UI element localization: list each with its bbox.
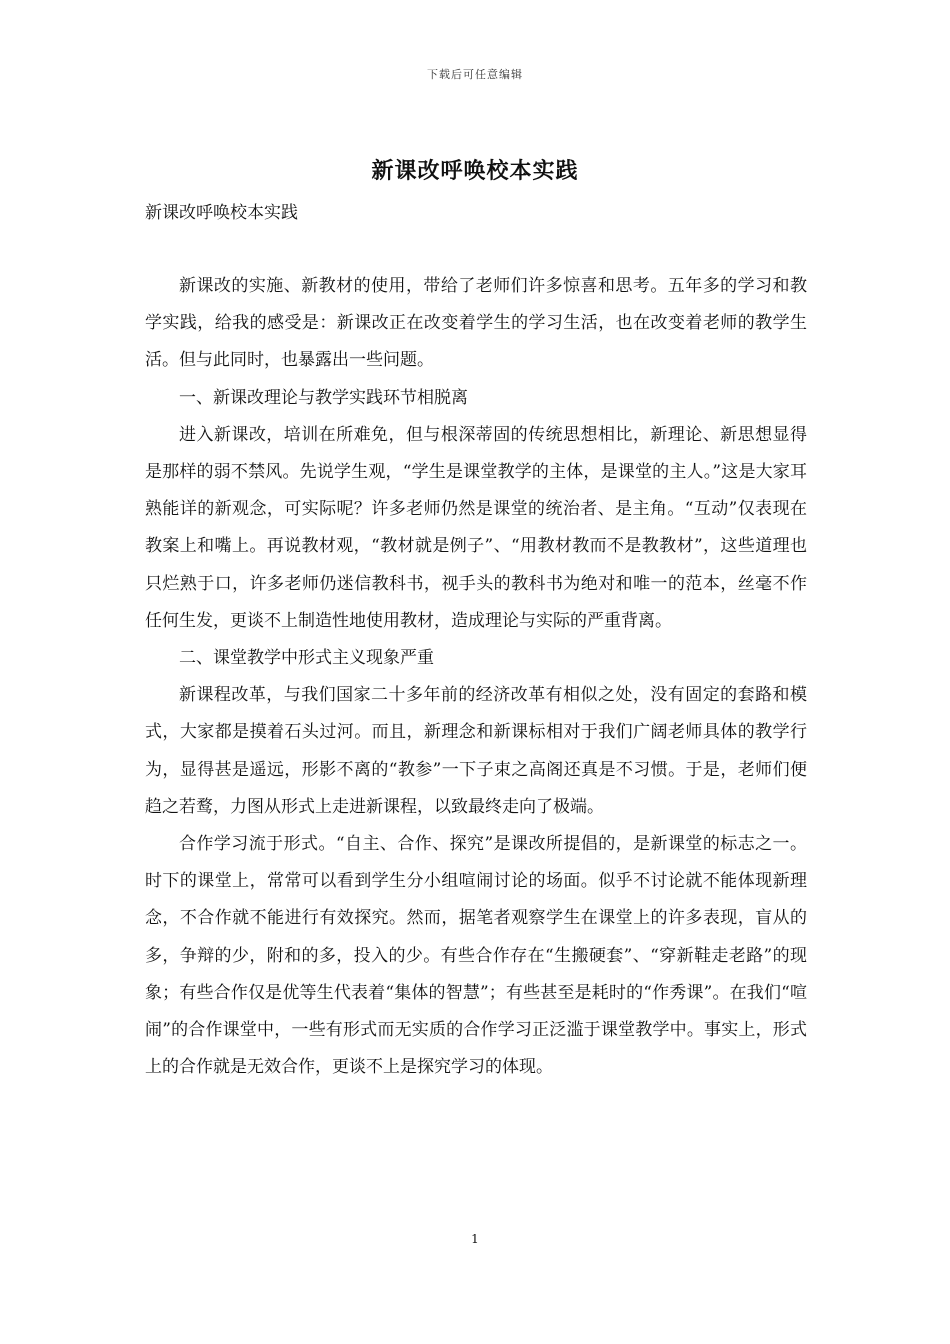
document-subtitle: 新课改呼唤校本实践 bbox=[145, 203, 298, 223]
section-heading-1: 一、新课改理论与教学实践环节相脱离 bbox=[179, 387, 468, 408]
document-title: 新课改呼唤校本实践 bbox=[371, 158, 579, 184]
body-paragraph: 进入新课改，培训在所难免，但与根深蒂固的传统思想相比，新理论、新思想显得是那样的弱不禁风。先说学生观，“学生是课堂教学的主体，是课堂的主人。”这是大家耳熟能详的新观念，可实际呢？许多老师仍然是课堂的统治者、是主角。“互动”仅表现在教案上和嘴上。再说教材观，“教材就是例子”、“用教材教而不是教教材”，这些道理也只烂熟于口，许多老师仍迷信教科书，视手头的教科书为绝对和唯一的范本，丝毫不作任何生发，更谈不上制造性地使用教材，造成理论与实际的严重背离。 bbox=[145, 424, 807, 631]
document-body bbox=[145, 268, 807, 1086]
body-paragraph: 新课程改革，与我们国家二十多年前的经济改革有相似之处，没有固定的套路和模式，大家都是摸着石头过河。而且，新理念和新课标相对于我们广阔老师具体的教学行为，显得甚是遥远，形影不离的“教参”一下子束之高阁还真是不习惯。于是，老师们便趋之若鹜，力图从形式上走进新课程，以致最终走向了极端。 bbox=[145, 685, 807, 817]
section-heading-2: 二、课堂教学中形式主义现象严重 bbox=[179, 648, 434, 669]
header-note: 下载后可任意编辑 bbox=[427, 68, 523, 81]
page-number: 1 bbox=[471, 1232, 479, 1246]
body-paragraph: 合作学习流于形式。“自主、合作、探究”是课改所提倡的，是新课堂的标志之一。时下的课堂上，常常可以看到学生分小组喧闹讨论的场面。似乎不讨论就不能体现新理念，不合作就不能进行有效探究。然而，据笔者观察学生在课堂上的许多表现，盲从的多，争辩的少，附和的多，投入的少。有些合作存在“生搬硬套”、“穿新鞋走老路”的现象；有些合作仅是优等生代表着“集体的智慧”；有些甚至是耗时的“作秀课”。在我们“喧闹”的合作课堂中，一些有形式而无实质的合作学习正泛滥于课堂教学中。事实上，形式上的合作就是无效合作，更谈不上是探究学习的体现。 bbox=[145, 834, 807, 1078]
intro-paragraph: 新课改的实施、新教材的使用，带给了老师们许多惊喜和思考。五年多的学习和教学实践，给我的感受是：新课改正在改变着学生的学习生活，也在改变着老师的教学生活。但与此同时，也暴露出一些问题。 bbox=[145, 276, 807, 371]
